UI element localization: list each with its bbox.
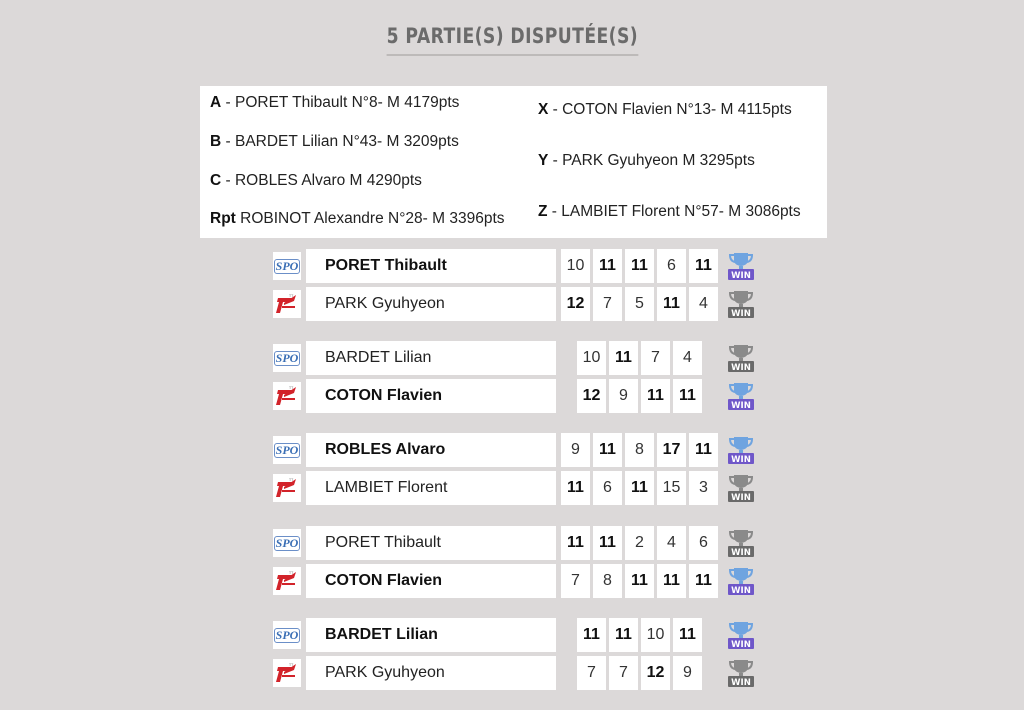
roster-entry: [210, 133, 459, 151]
set-score: 9: [561, 433, 590, 467]
svg-text:TT: TT: [289, 294, 294, 298]
set-score: 4: [673, 341, 702, 375]
ping-pong-club-logo: [275, 476, 299, 500]
set-score: 11: [561, 526, 590, 560]
ping-pong-club-logo: [275, 661, 299, 685]
set-score: 17: [657, 433, 686, 467]
set-score: 11: [657, 564, 686, 598]
set-score: 11: [593, 433, 622, 467]
set-score: 11: [673, 618, 702, 652]
ping-pong-club-logo: [275, 292, 299, 316]
set-score: 5: [625, 287, 654, 321]
player-name: BARDET Lilian: [306, 341, 556, 375]
roster-entry: [538, 101, 792, 119]
win-badge-label: WIN: [731, 493, 751, 503]
set-score: 12: [561, 287, 590, 321]
set-score: 11: [593, 249, 622, 283]
player-name: PARK Gyuhyeon: [306, 287, 556, 321]
set-score: 11: [625, 471, 654, 505]
club-logo: [273, 567, 301, 595]
roster-text: - ROBLES Alvaro M 4290pts: [221, 172, 422, 189]
roster-key: B: [210, 133, 222, 150]
set-score: 7: [593, 287, 622, 321]
lose-trophy-icon: [726, 289, 756, 319]
player-name: PORET Thibault: [306, 526, 556, 560]
ping-pong-club-logo: [275, 384, 299, 408]
set-score: 11: [673, 379, 702, 413]
club-logo: [273, 382, 301, 410]
set-score: 11: [689, 249, 718, 283]
set-score: 4: [657, 526, 686, 560]
roster-key: A: [210, 94, 222, 111]
roster-text: ROBINOT Alexandre N°28- M 3396pts: [235, 210, 505, 227]
club-logo: [273, 290, 301, 318]
set-score: 4: [689, 287, 718, 321]
club-logo: [273, 474, 301, 502]
lose-trophy-icon: [726, 658, 756, 688]
set-score: 6: [593, 471, 622, 505]
club-logo: [273, 252, 301, 280]
set-score: 11: [689, 433, 718, 467]
set-score: 9: [609, 379, 638, 413]
win-trophy-icon: [726, 251, 756, 281]
set-score: 6: [689, 526, 718, 560]
spo-club-logo: SPO: [275, 350, 299, 365]
set-score: 12: [577, 379, 606, 413]
set-score: 11: [625, 249, 654, 283]
set-score: 7: [641, 341, 670, 375]
set-score: 11: [577, 618, 606, 652]
roster-entry: [210, 94, 459, 112]
win-badge-label: WIN: [731, 455, 751, 465]
set-score: 11: [657, 287, 686, 321]
set-score: 6: [657, 249, 686, 283]
set-score: 8: [625, 433, 654, 467]
set-score: 11: [609, 618, 638, 652]
club-logo: [273, 659, 301, 687]
roster-entry: [210, 172, 422, 190]
svg-text:TT: TT: [289, 571, 294, 575]
lose-trophy-icon: [726, 528, 756, 558]
set-score: 3: [689, 471, 718, 505]
set-score: 11: [625, 564, 654, 598]
set-score: 8: [593, 564, 622, 598]
set-score: 7: [577, 656, 606, 690]
set-score: 7: [609, 656, 638, 690]
roster-text: - BARDET Lilian N°43- M 3209pts: [221, 133, 459, 150]
player-name: COTON Flavien: [306, 564, 556, 598]
svg-text:TT: TT: [289, 478, 294, 482]
roster-key: C: [210, 172, 222, 189]
spo-club-logo: SPO: [275, 258, 299, 273]
set-score: 10: [641, 618, 670, 652]
player-name: BARDET Lilian: [306, 618, 556, 652]
win-trophy-icon: [726, 381, 756, 411]
lose-trophy-icon: [726, 473, 756, 503]
set-score: 9: [673, 656, 702, 690]
spo-club-logo: SPO: [275, 627, 299, 642]
win-badge-label: WIN: [731, 548, 751, 558]
set-score: 11: [593, 526, 622, 560]
roster-entry: [210, 210, 505, 228]
ping-pong-club-logo: [275, 569, 299, 593]
player-name: COTON Flavien: [306, 379, 556, 413]
set-score: 7: [561, 564, 590, 598]
page-heading: [0, 24, 1024, 56]
set-score: 11: [641, 379, 670, 413]
set-score: 10: [561, 249, 590, 283]
club-logo: [273, 344, 301, 372]
roster-text: - LAMBIET Florent N°57- M 3086pts: [547, 203, 801, 220]
lose-trophy-icon: [726, 343, 756, 373]
roster-key: Y: [538, 152, 549, 169]
roster-key: Rpt: [210, 210, 236, 227]
club-logo: [273, 621, 301, 649]
roster-text: - PORET Thibault N°8- M 4179pts: [221, 94, 460, 111]
player-name: LAMBIET Florent: [306, 471, 556, 505]
club-logo: [273, 529, 301, 557]
set-score: 11: [689, 564, 718, 598]
win-badge-label: WIN: [731, 363, 751, 373]
win-trophy-icon: [726, 620, 756, 650]
player-name: PARK Gyuhyeon: [306, 656, 556, 690]
roster-key: X: [538, 101, 549, 118]
win-badge-label: WIN: [731, 309, 751, 319]
win-badge-label: WIN: [731, 586, 751, 596]
roster-text: - PARK Gyuhyeon M 3295pts: [548, 152, 755, 169]
player-name: ROBLES Alvaro: [306, 433, 556, 467]
player-name: PORET Thibault: [306, 249, 556, 283]
set-score: 10: [577, 341, 606, 375]
set-score: 11: [609, 341, 638, 375]
spo-club-logo: SPO: [275, 442, 299, 457]
roster-key: Z: [538, 203, 548, 220]
set-score: 11: [561, 471, 590, 505]
win-trophy-icon: [726, 435, 756, 465]
set-score: 2: [625, 526, 654, 560]
roster-entry: [538, 152, 755, 170]
win-badge-label: WIN: [731, 271, 751, 281]
win-badge-label: WIN: [731, 678, 751, 688]
roster-panel: [200, 86, 827, 238]
club-logo: [273, 436, 301, 464]
svg-text:TT: TT: [289, 386, 294, 390]
svg-text:TT: TT: [289, 663, 294, 667]
win-trophy-icon: [726, 566, 756, 596]
roster-text: - COTON Flavien N°13- M 4115pts: [548, 101, 792, 118]
heading-text: 5 PARTIE(S) DISPUTÉE(S): [386, 24, 637, 56]
win-badge-label: WIN: [731, 640, 751, 650]
spo-club-logo: SPO: [275, 535, 299, 550]
set-score: 12: [641, 656, 670, 690]
roster-entry: [538, 203, 801, 221]
win-badge-label: WIN: [731, 401, 751, 411]
set-score: 15: [657, 471, 686, 505]
